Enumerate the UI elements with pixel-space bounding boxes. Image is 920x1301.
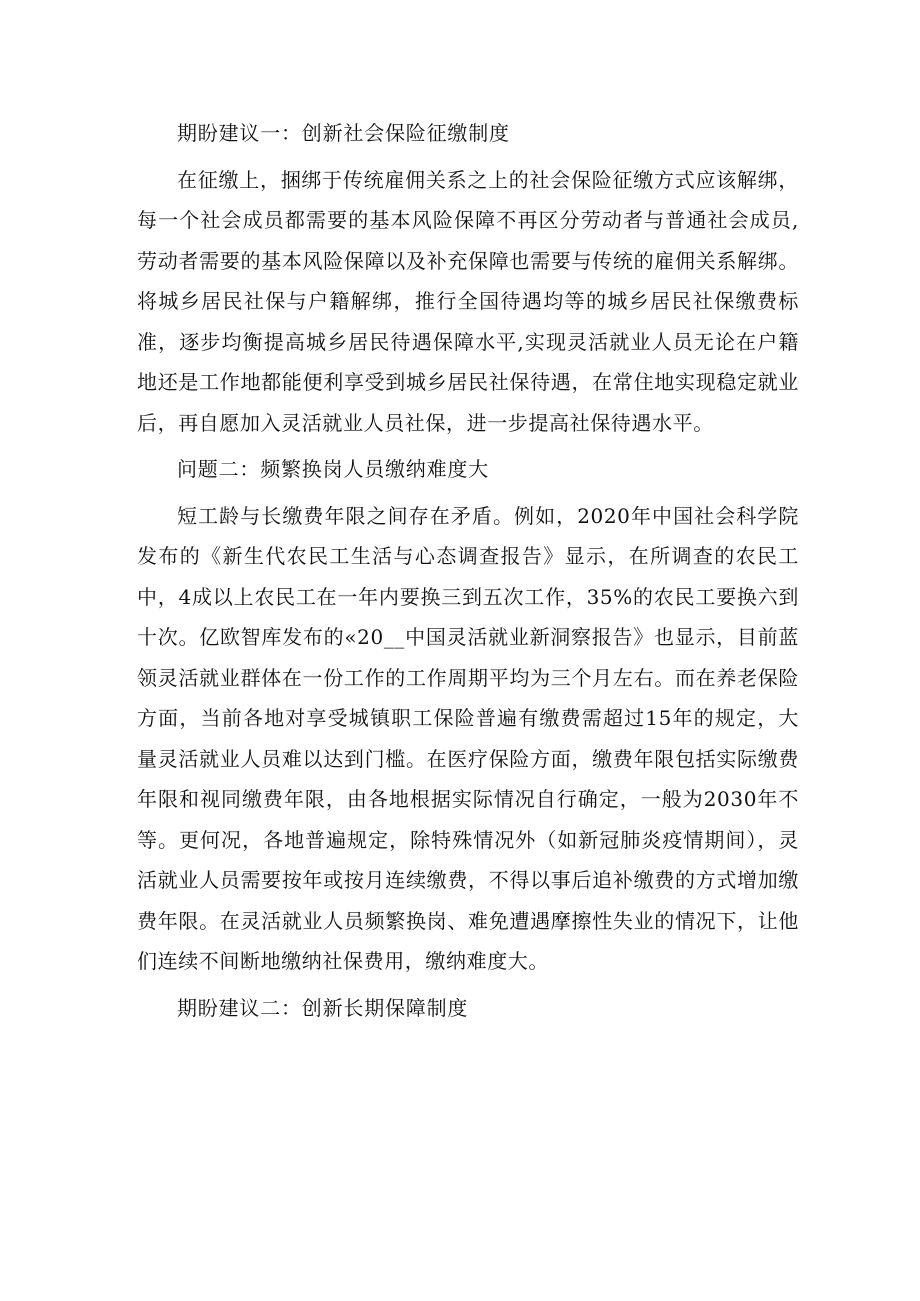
paragraph-contribution-reform: 在征缴上，捆绑于传统雇佣关系之上的社会保险征缴方式应该解绑，每一个社会成员都需要的基本风险保障不再区分劳动者与普通社会成员,劳动者需要的基本风险保障以及补充保障也需要与传统的雇佣关系解绑。将城乡居民社保与户籍解绑，推行全国待遇均等的城乡居民社保缴费标准，逐步均衡提高城乡居民待遇保障水平,实现灵活就业人员无论在户籍地还是工作地都能便利享受到城乡居民社保待遇，在常住地实现稳定就业后，再自愿加入灵活就业人员社保，进一步提高社保待遇水平。 (137, 167, 799, 435)
section-heading-suggestion-1: 期盼建议一：创新社会保险征缴制度 (177, 121, 510, 145)
section-heading-suggestion-2: 期盼建议二：创新长期保障制度 (177, 995, 469, 1020)
section-heading-problem-2: 问题二：频繁换岗人员缴纳难度大 (177, 457, 489, 481)
paragraph-job-switching: 短工龄与长缴费年限之间存在矛盾。例如，2020年中国社会科学院发布的《新生代农民工生活与心态调查报告》显示，在所调查的农民工中，4成以上农民工在一年内要换三到五次工作，35%的农民工要换六到十次。亿欧智库发布的«20__中国灵活就业新洞察报告》也显示，目前蓝领灵活就业群体在一份工作的工作周期平均为三个月左右。而在养老保险方面，当前各地对享受城镇职工保险普遍有缴费需超过15年的规定，大量灵活就业人员难以达到门槛。在医疗保险方面，缴费年限包括实际缴费年限和视同缴费年限，由各地根据实际情况自行确定，一般为2030年不等。更何况，各地普遍规定，除特殊情况外（如新冠肺炎疫情期间），灵活就业人员需要按年或按月连续缴费，不得以事后追补缴费的方式增加缴费年限。在灵活就业人员频繁换岗、难免遭遇摩擦性失业的情况下，让他们连续不间断地缴纳社保费用，缴纳难度大。 (137, 503, 799, 973)
document-body (137, 113, 799, 1034)
